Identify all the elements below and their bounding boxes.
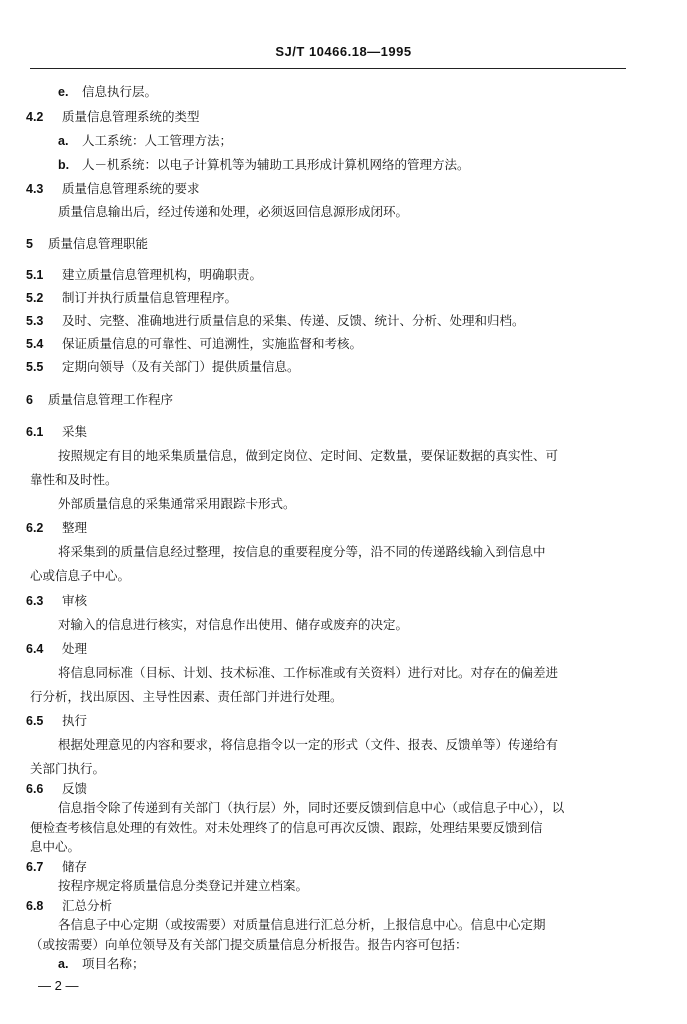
clause-text: 信息指令除了传递到有关部门（执行层）外，同时还要反馈到信息中心（或信息子中心），以 [58,800,565,815]
clause-text: 靠性和及时性。 [30,472,118,487]
clause-text: 制订并执行质量信息管理程序。 [62,290,238,305]
clause-text: 便检查考核信息处理的有效性。对未处理终了的信息可再次反馈、跟踪，处理结果要反馈到信 [30,820,543,835]
clause-text: 按照规定有目的地采集质量信息，做到定岗位、定时间、定数量，要保证数据的真实性、可 [58,448,559,463]
clause-text: 根据处理意见的内容和要求，将信息指令以一定的形式（文件、报表、反馈单等）传递给有 [58,737,559,752]
clause-text: 采集 [62,424,88,439]
clause-number: 4.3 [26,182,44,196]
clause-number: 5.1 [26,268,44,282]
clause-number: 6.5 [26,714,44,728]
clause-text: 人－机系统：以电子计算机等为辅助工具形成计算机网络的管理方法。 [82,157,470,172]
clause-text: 储存 [62,859,88,874]
clause-number: 6.4 [26,642,44,656]
clause-number: 5.2 [26,291,44,305]
clause-text: 将信息同标准（目标、计划、技术标准、工作标准或有关资料）进行对比。对存在的偏差进 [58,665,559,680]
clause-number: a. [58,134,69,148]
clause-text: 保证质量信息的可靠性、可追溯性，实施监督和考核。 [62,336,363,351]
clause-number: 6.2 [26,521,44,535]
clause-text: 反馈 [62,781,88,796]
clause-number: 5.3 [26,314,44,328]
clause-text: 按程序规定将质量信息分类登记并建立档案。 [58,878,309,893]
clause-number: 5.5 [26,360,44,374]
clause-text: 对输入的信息进行核实，对信息作出使用、储存或废弃的决定。 [58,617,409,632]
clause-number: 6.1 [26,425,44,439]
clause-number: 4.2 [26,110,44,124]
clause-text: 各信息子中心定期（或按需要）对质量信息进行汇总分析，上报信息中心。信息中心定期 [58,917,546,932]
standard-code-header: SJ/T 10466.18—1995 [275,44,412,59]
clause-text: 行分析，找出原因、主导性因素、责任部门并进行处理。 [30,689,343,704]
clause-text: 质量信息输出后，经过传递和处理，必须返回信息源形成闭环。 [58,204,409,219]
clause-text: 质量信息管理系统的类型 [62,109,200,124]
clause-text: 整理 [62,520,88,535]
clause-number: 6 [26,393,33,407]
clause-text: 质量信息管理工作程序 [48,392,174,407]
page-number: — 2 — [38,978,79,993]
clause-text: 关部门执行。 [30,761,106,776]
clause-text: 执行 [62,713,88,728]
clause-number: 6.3 [26,594,44,608]
clause-text: 息中心。 [30,839,81,854]
clause-text: 项目名称； [82,956,145,971]
clause-text: 及时、完整、准确地进行质量信息的采集、传递、反馈、统计、分析、处理和归档。 [62,313,525,328]
clause-text: 信息执行层。 [82,84,158,99]
clause-text: 汇总分析 [62,898,113,913]
clause-number: 6.8 [26,899,44,913]
clause-text: 质量信息管理职能 [48,236,149,251]
clause-number: 6.6 [26,782,44,796]
clause-text: 处理 [62,641,88,656]
clause-number: a. [58,957,69,971]
clause-text: 建立质量信息管理机构，明确职责。 [62,267,263,282]
clause-number: 6.7 [26,860,44,874]
clause-text: 定期向领导（及有关部门）提供质量信息。 [62,359,300,374]
clause-text: 将采集到的质量信息经过整理，按信息的重要程度分等，沿不同的传递路线输入到信息中 [58,544,546,559]
clause-text: 心或信息子中心。 [30,568,131,583]
clause-number: 5 [26,237,33,251]
clause-number: e. [58,85,69,99]
header-rule [30,68,626,69]
clause-number: b. [58,158,70,172]
clause-text: 人工系统：人工管理方法； [82,133,233,148]
clause-number: 5.4 [26,337,44,351]
clause-text: 外部质量信息的采集通常采用跟踪卡形式。 [58,496,296,511]
clause-text: 质量信息管理系统的要求 [62,181,200,196]
clause-text: 审核 [62,593,88,608]
clause-text: （或按需要）向单位领导及有关部门提交质量信息分析报告。报告内容可包括： [30,937,468,952]
